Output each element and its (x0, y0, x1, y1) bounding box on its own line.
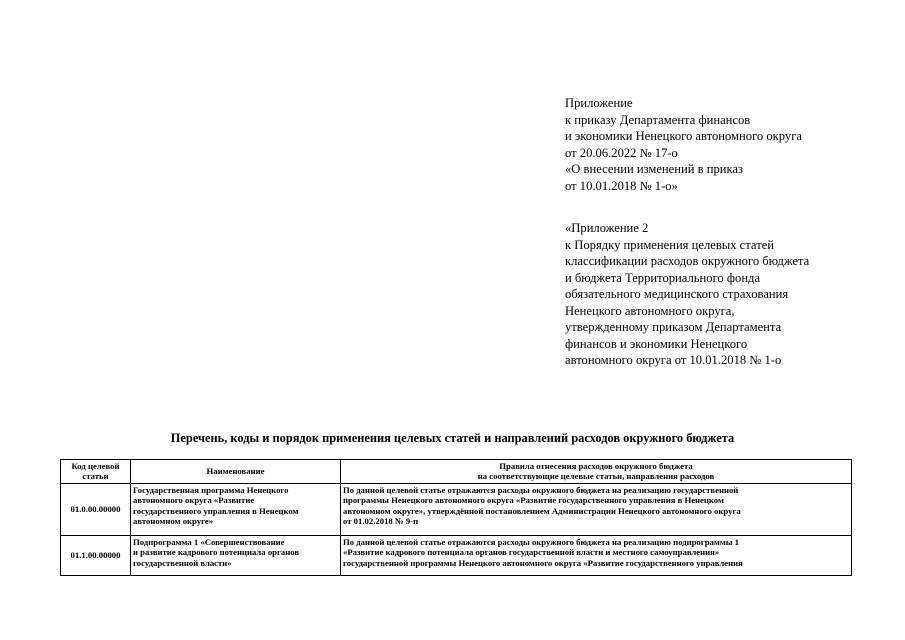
row-code: 01.0.00.00000 (61, 483, 131, 535)
row-name-line: государственной власти» (133, 557, 232, 568)
table-row (61, 535, 852, 575)
appendix-2-line: обязательного медицинского страхования (565, 287, 789, 301)
row-rules-line: «Развитие кадрового потенциала органов государственной власти и местного самоуправления» (343, 547, 720, 558)
row-code: 01.1.00.00000 (61, 535, 131, 575)
appendix-2-line: и бюджета Территориального фонда (565, 270, 761, 285)
appendix-header-line: от 10.01.2018 № 1-о» (565, 178, 678, 193)
document-title: Перечень, коды и порядок применения целевых статей и направлений расходов окружного бюджета (170, 431, 735, 445)
header-rules (341, 460, 852, 484)
appendix-header-line: к приказу Департамента финансов (565, 112, 751, 127)
appendix-header (565, 95, 802, 194)
row-rules-line: По данной целевой статье отражаются расходы окружного бюджета на реализацию подпрограммы 1 (343, 536, 740, 547)
row-rules-line: от 01.02.2018 № 9-п (343, 516, 419, 527)
appendix-2-line: «Приложение 2 (565, 221, 649, 235)
row-name (131, 483, 341, 535)
row-name-line: Подпрограмма 1 «Совершенствование (133, 536, 285, 547)
row-name-line: и развитие кадрового потенциала органов (133, 547, 300, 558)
header-code (61, 460, 131, 484)
appendix-2-line: финансов и экономики Ненецкого (565, 336, 748, 351)
header-name: Наименование (131, 460, 341, 484)
header-rules-line: Правила отнесения расходов окружного бюджета (499, 461, 693, 471)
table-row (61, 483, 852, 535)
row-name-line: автономного округа «Развитие (133, 495, 255, 506)
row-name (131, 535, 341, 575)
appendix-2-line: автономного округа от 10.01.2018 № 1-о (565, 353, 782, 367)
row-rules-line: программы Ненецкого автономного округа «Развитие государственного управления в Ненецком (343, 495, 724, 506)
row-rules-line: По данной целевой статье отражаются расходы окружного бюджета на реализацию государственной (343, 484, 739, 495)
header-code-line: Код целевой (71, 461, 120, 471)
appendix-2-header (565, 220, 809, 369)
table-header-row (61, 460, 852, 484)
appendix-header-line: Приложение (565, 96, 633, 110)
appendix-header-line: «О внесении изменений в приказ (565, 162, 743, 176)
row-name-line: государственного управления в Ненецком (133, 505, 299, 516)
row-name-line: Государственная программа Ненецкого (133, 484, 289, 495)
header-rules-line: на соответствующие целевые статьи, направления расходов (477, 471, 715, 482)
appendix-2-line: к Порядку применения целевых статей (565, 237, 775, 252)
appendix-2-line: утвержденному приказом Департамента (565, 320, 782, 334)
appendix-header-line: и экономики Ненецкого автономного округа (565, 129, 802, 143)
appendix-header-line: от 20.06.2022 № 17-о (565, 145, 678, 160)
appendix-2-line: Ненецкого автономного округа, (565, 303, 735, 318)
appendix-2-line: классификации расходов окружного бюджета (565, 254, 810, 268)
row-rules (341, 483, 852, 535)
row-rules-line: государственной программы Ненецкого автономного округа «Развитие государственного управления (343, 557, 743, 568)
header-code-line: статьи (82, 471, 109, 482)
row-rules (341, 535, 852, 575)
row-rules-line: автономном округе», утверждённой постановлением Администрации Ненецкого автономного округа (343, 505, 741, 516)
row-name-line: автономном округе» (133, 516, 214, 527)
target-articles-table (60, 459, 852, 576)
